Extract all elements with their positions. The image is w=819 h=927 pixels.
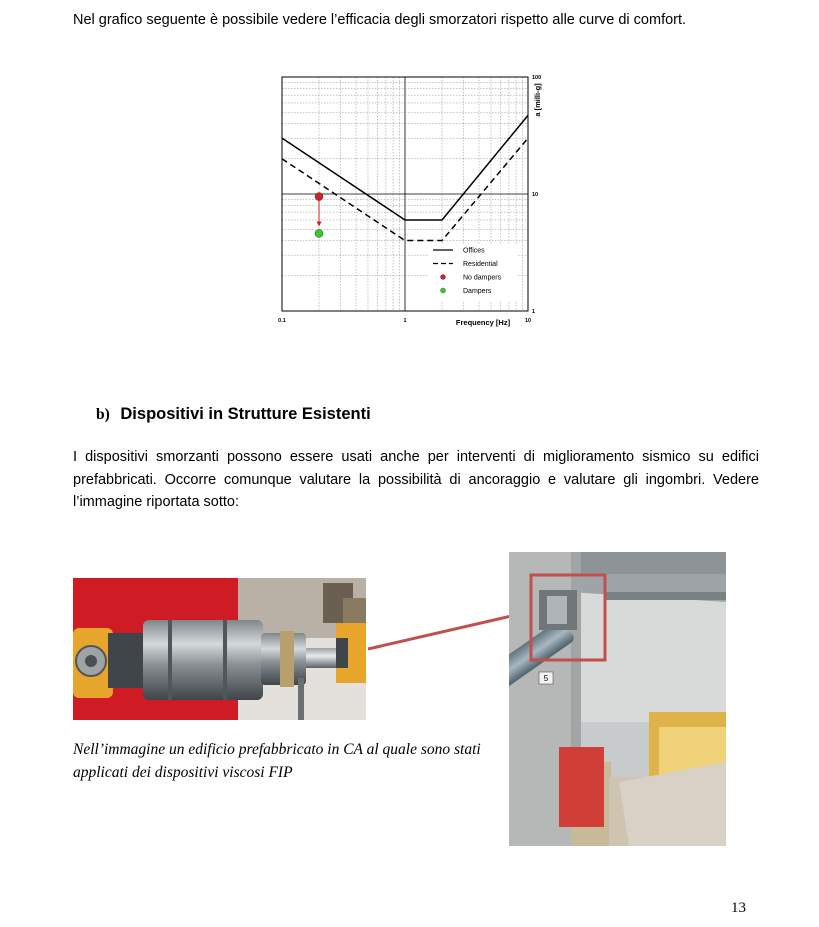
- page-number: 13: [731, 900, 746, 916]
- x-tick-label: 1: [403, 318, 407, 324]
- body-paragraph: I dispositivi smorzanti possono essere usati anche per interventi di miglioramento sismico su edifici prefabbricati. Occorre comunque valutare la possibilità di ancoraggio e valutare gli ingombri. Vedere l’immagine riportata sotto:: [73, 449, 759, 510]
- y-axis-label: a [milli-g]: [533, 83, 542, 117]
- pillar-label: 5: [543, 674, 549, 683]
- section-heading: [96, 405, 371, 424]
- section-letter: b): [96, 406, 110, 423]
- y-tick-label: 1: [532, 309, 536, 315]
- damper-photo: [73, 578, 366, 720]
- intro-text: Nel grafico seguente è possibile vedere l’efficacia degli smorzatori rispetto alle curve di comfort.: [73, 12, 687, 28]
- building-photo: [509, 552, 726, 846]
- x-tick-label: 0.1: [278, 318, 286, 324]
- x-axis-label: Frequency [Hz]: [455, 318, 511, 327]
- y-tick-label: 100: [532, 75, 542, 81]
- legend-swatch: [441, 288, 446, 293]
- legend-label: Residential: [463, 261, 498, 268]
- legend-label: Offices: [463, 247, 485, 255]
- legend-label: No dampers: [463, 274, 502, 282]
- reduction-arrow-head: [317, 221, 322, 226]
- arrow-line: [368, 614, 520, 649]
- x-tick-label: 10: [524, 318, 532, 324]
- point-dampers: [315, 229, 323, 237]
- y-tick-label: 10: [532, 192, 539, 198]
- comfort-chart: [265, 70, 555, 332]
- legend-label: Dampers: [463, 288, 492, 295]
- section-title: Dispositivi in Strutture Esistenti: [120, 405, 371, 423]
- photo-caption: Nell’immagine un edificio prefabbricato in CA al quale sono stati applicati dei dispositivi viscosi FIP: [73, 741, 481, 781]
- legend-swatch: [441, 275, 446, 280]
- point-no-dampers: [315, 193, 323, 201]
